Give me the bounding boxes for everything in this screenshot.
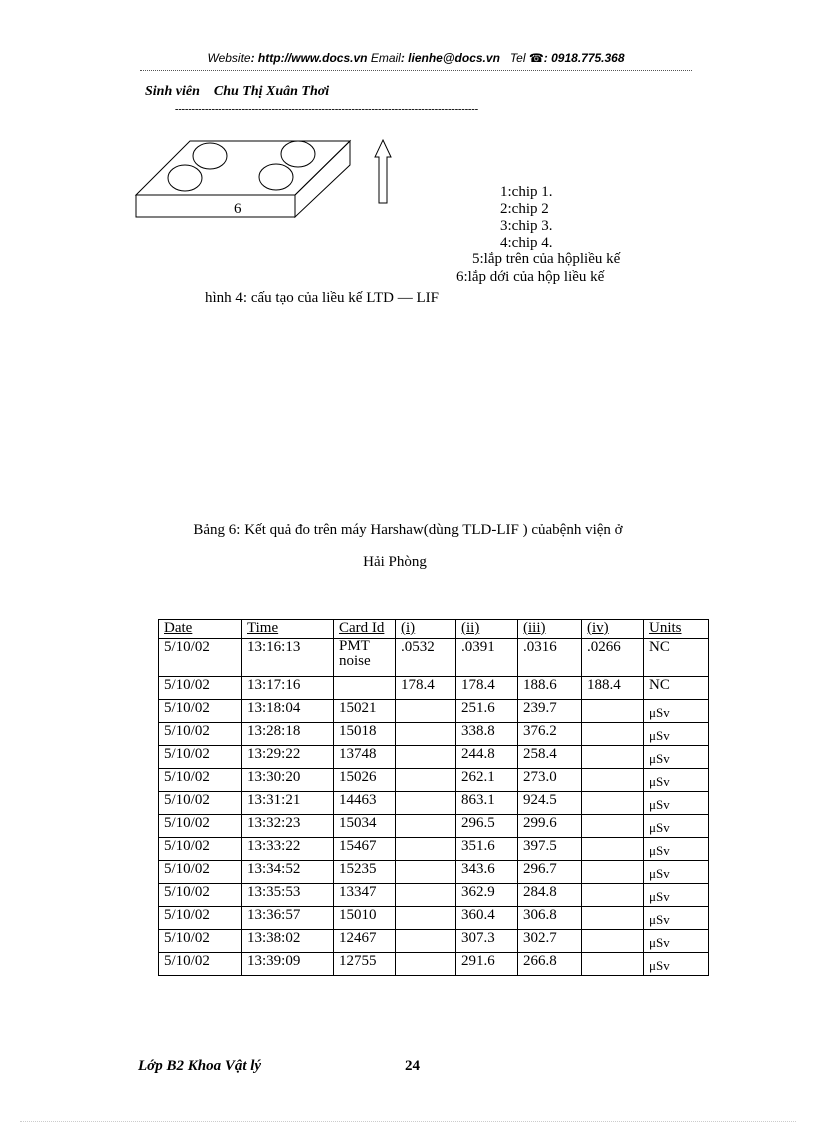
- cell: 307.3: [456, 930, 518, 953]
- cell: 15467: [334, 838, 396, 861]
- cell: [396, 953, 456, 976]
- chip-3-icon: [281, 141, 315, 167]
- dosimeter-figure: [130, 135, 410, 235]
- cell: 13:36:57: [242, 907, 334, 930]
- cell: [644, 930, 709, 953]
- cell: [396, 700, 456, 723]
- bottom-divider: [20, 1121, 796, 1122]
- unit-label: μSv: [649, 820, 670, 835]
- cell: 5/10/02: [159, 815, 242, 838]
- box-front-face: [136, 195, 295, 217]
- student-name: Chu Thị Xuân Thơi: [213, 84, 330, 99]
- cell: [396, 861, 456, 884]
- cell: 251.6: [456, 700, 518, 723]
- table-row: [159, 677, 709, 700]
- cell: 360.4: [456, 907, 518, 930]
- header-i: (i): [396, 620, 456, 639]
- cell: [582, 838, 644, 861]
- cell: 13:28:18: [242, 723, 334, 746]
- email-value[interactable]: : lienhe@docs.vn: [400, 51, 500, 65]
- box-side-face: [295, 141, 350, 217]
- unit-label: μSv: [649, 728, 670, 743]
- cell: [396, 815, 456, 838]
- separator-line: -------------------------------------------------------------------------------------------: [175, 104, 479, 115]
- page-number: 24: [405, 1058, 420, 1074]
- cell: [644, 907, 709, 930]
- cell: 5/10/02: [159, 746, 242, 769]
- legend-item-2: 2:chip 2: [500, 201, 549, 217]
- cell: 5/10/02: [159, 861, 242, 884]
- figure-caption: hình 4: cấu tạo của liều kế LTD — LIF: [205, 290, 439, 306]
- box-top-face: [136, 141, 350, 195]
- cell: 924.5: [518, 792, 582, 815]
- cell: [644, 861, 709, 884]
- cell: 13748: [334, 746, 396, 769]
- tel-label: Tel: [509, 51, 526, 65]
- cell: .0532: [396, 639, 456, 677]
- cell: 306.8: [518, 907, 582, 930]
- website-value[interactable]: : http://www.docs.vn: [250, 51, 368, 65]
- chip-4-icon: [259, 164, 293, 190]
- cell: 13:16:13: [242, 639, 334, 677]
- cell: NC: [644, 639, 709, 677]
- cell: 5/10/02: [159, 700, 242, 723]
- cell: 291.6: [456, 953, 518, 976]
- unit-label: μSv: [649, 889, 670, 904]
- cell: 13347: [334, 884, 396, 907]
- cell: 15018: [334, 723, 396, 746]
- unit-label: μSv: [649, 797, 670, 812]
- header-date: Date: [159, 620, 242, 639]
- cell: 178.4: [456, 677, 518, 700]
- cell: NC: [644, 677, 709, 700]
- legend-item-3: 3:chip 3.: [500, 218, 553, 234]
- cell: 12467: [334, 930, 396, 953]
- cell: [582, 769, 644, 792]
- cell: [582, 907, 644, 930]
- cell: 5/10/02: [159, 838, 242, 861]
- results-table: [158, 619, 709, 976]
- unit-label: μSv: [649, 866, 670, 881]
- cell: 13:31:21: [242, 792, 334, 815]
- cell: .0266: [582, 639, 644, 677]
- unit-label: μSv: [649, 705, 670, 720]
- cell: 296.7: [518, 861, 582, 884]
- cell: [644, 884, 709, 907]
- cell: [582, 700, 644, 723]
- cell: 5/10/02: [159, 723, 242, 746]
- table-row: [159, 861, 709, 884]
- cell: [582, 746, 644, 769]
- table-row: [159, 639, 709, 677]
- cell: 258.4: [518, 746, 582, 769]
- table-row: [159, 953, 709, 976]
- cell: 284.8: [518, 884, 582, 907]
- chip-1-icon: [193, 143, 227, 169]
- table-row: [159, 769, 709, 792]
- cell: 273.0: [518, 769, 582, 792]
- cell: [396, 723, 456, 746]
- cell: [644, 723, 709, 746]
- chip-2-icon: [168, 165, 202, 191]
- cell: 13:38:02: [242, 930, 334, 953]
- cell: [644, 953, 709, 976]
- cell: 338.8: [456, 723, 518, 746]
- table-row: [159, 884, 709, 907]
- footer-class-label: Lớp B2 Khoa Vật lý: [138, 1058, 262, 1074]
- cell: 15021: [334, 700, 396, 723]
- email-label: Email: [370, 51, 401, 65]
- cell: 239.7: [518, 700, 582, 723]
- header-iii: (iii): [518, 620, 582, 639]
- cell: 5/10/02: [159, 930, 242, 953]
- box-label: 6: [234, 201, 242, 217]
- cell: 5/10/02: [159, 677, 242, 700]
- page-header: [140, 51, 692, 65]
- header-ii: (ii): [456, 620, 518, 639]
- cell: [334, 677, 396, 700]
- cell: 188.6: [518, 677, 582, 700]
- website-label: Website: [207, 51, 251, 65]
- cell: 13:17:16: [242, 677, 334, 700]
- cell: [644, 700, 709, 723]
- header-divider: [140, 70, 692, 71]
- cell: [644, 769, 709, 792]
- cell: 376.2: [518, 723, 582, 746]
- cell: .0391: [456, 639, 518, 677]
- cell: 13:39:09: [242, 953, 334, 976]
- cell: 5/10/02: [159, 953, 242, 976]
- table-row: [159, 930, 709, 953]
- cell: 15034: [334, 815, 396, 838]
- cell: 178.4: [396, 677, 456, 700]
- table-caption-line2: Hải Phòng: [363, 554, 427, 570]
- cell: 15235: [334, 861, 396, 884]
- cell: 12755: [334, 953, 396, 976]
- table-row: [159, 700, 709, 723]
- unit-label: μSv: [649, 958, 670, 973]
- cell: 343.6: [456, 861, 518, 884]
- cell: 15026: [334, 769, 396, 792]
- cell: 15010: [334, 907, 396, 930]
- legend-item-6: 6:lắp dới của hộp liều kế: [456, 269, 605, 285]
- header-iv: (iv): [582, 620, 644, 639]
- cell: [396, 930, 456, 953]
- cell: 397.5: [518, 838, 582, 861]
- cell: [582, 815, 644, 838]
- cell: [396, 792, 456, 815]
- cell: 299.6: [518, 815, 582, 838]
- cell: [582, 861, 644, 884]
- cell: 5/10/02: [159, 769, 242, 792]
- legend-item-1: 1:chip 1.: [500, 184, 553, 200]
- cell: 244.8: [456, 746, 518, 769]
- up-arrow-icon: [375, 140, 391, 203]
- cell: 188.4: [582, 677, 644, 700]
- cell: [644, 746, 709, 769]
- cell: 13:32:23: [242, 815, 334, 838]
- header-time: Time: [242, 620, 334, 639]
- table-caption-line1: Bảng 6: Kết quả đo trên máy Harshaw(dùng TLD-LIF ) củabệnh viện ở: [193, 522, 623, 538]
- cell: 302.7: [518, 930, 582, 953]
- table-row: [159, 746, 709, 769]
- cell: 14463: [334, 792, 396, 815]
- table-row: [159, 907, 709, 930]
- table-row: [159, 723, 709, 746]
- cell: 13:18:04: [242, 700, 334, 723]
- cell: 296.5: [456, 815, 518, 838]
- cell: [396, 907, 456, 930]
- phone-icon: ☎: [528, 51, 544, 65]
- cell: 5/10/02: [159, 639, 242, 677]
- unit-label: μSv: [649, 912, 670, 927]
- table-header-row: [159, 620, 709, 639]
- cell: 5/10/02: [159, 884, 242, 907]
- cell: [396, 769, 456, 792]
- cell: 13:34:52: [242, 861, 334, 884]
- cell: [396, 838, 456, 861]
- cell: [644, 815, 709, 838]
- cell: [582, 884, 644, 907]
- table-row: [159, 792, 709, 815]
- legend-item-5: 5:lắp trên của hộpliều kế: [472, 251, 621, 267]
- cell: [396, 884, 456, 907]
- cell: 351.6: [456, 838, 518, 861]
- tel-value: : 0918.775.368: [543, 51, 625, 65]
- cell: 5/10/02: [159, 792, 242, 815]
- unit-label: μSv: [649, 774, 670, 789]
- legend-item-4: 4:chip 4.: [500, 235, 553, 251]
- cell: 13:29:22: [242, 746, 334, 769]
- cell: 362.9: [456, 884, 518, 907]
- cell: 863.1: [456, 792, 518, 815]
- cell: .0316: [518, 639, 582, 677]
- cell: 262.1: [456, 769, 518, 792]
- cell: [582, 792, 644, 815]
- cell: [644, 838, 709, 861]
- unit-label: μSv: [649, 935, 670, 950]
- cell: 266.8: [518, 953, 582, 976]
- student-line: [145, 84, 329, 100]
- table-row: [159, 838, 709, 861]
- cell: [396, 746, 456, 769]
- cell: 13:30:20: [242, 769, 334, 792]
- cell: [644, 792, 709, 815]
- cell: PMT noise: [334, 639, 396, 677]
- table-row: [159, 815, 709, 838]
- header-units: Units: [644, 620, 709, 639]
- cell: [582, 723, 644, 746]
- cell: [582, 953, 644, 976]
- header-card-id: Card Id: [334, 620, 396, 639]
- unit-label: μSv: [649, 751, 670, 766]
- cell: 5/10/02: [159, 907, 242, 930]
- cell: 13:35:53: [242, 884, 334, 907]
- cell: 13:33:22: [242, 838, 334, 861]
- cell: [582, 930, 644, 953]
- unit-label: μSv: [649, 843, 670, 858]
- student-label: Sinh viên: [145, 84, 200, 99]
